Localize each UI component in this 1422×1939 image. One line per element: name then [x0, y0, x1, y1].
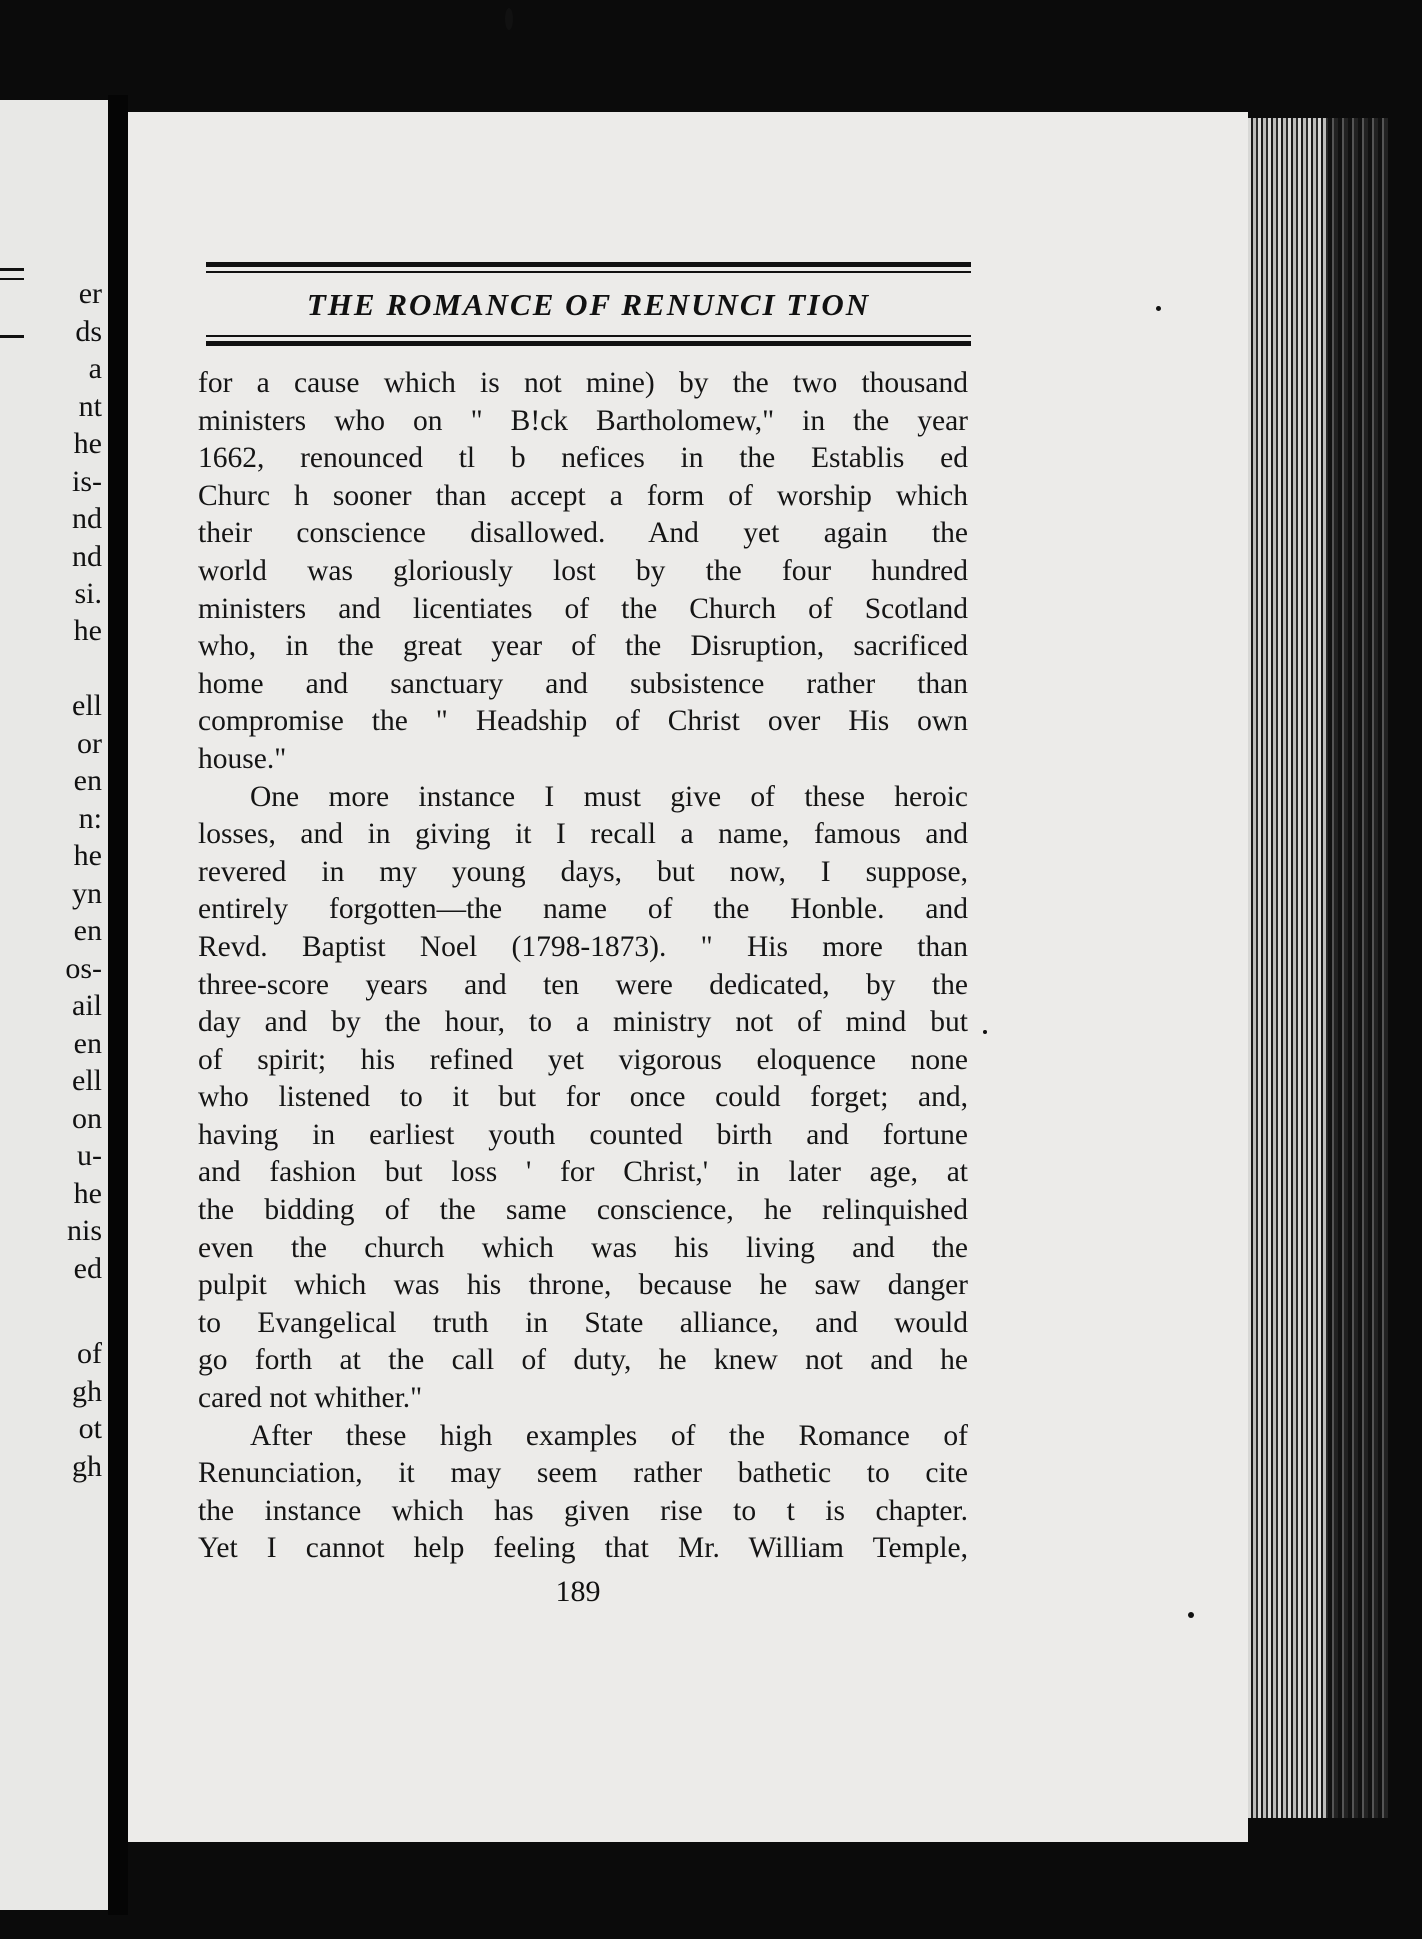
text-line: their conscience disallowed. And yet again the — [198, 517, 968, 550]
text-line: losses, and in giving it I recall a name, famous and — [198, 818, 968, 851]
left-page-fragment: ell — [72, 689, 102, 722]
text-line: the bidding of the same conscience, he relinquished — [198, 1194, 968, 1227]
text-line: pulpit which was his throne, because he saw danger — [198, 1269, 968, 1302]
text-line: home and sanctuary and subsistence rather than — [198, 667, 968, 700]
scan-speck — [505, 8, 513, 30]
left-page-fragment: ed — [73, 1252, 102, 1285]
text-line: who, in the great year of the Disruption, sacrificed — [198, 630, 968, 663]
text-line: three-score years and ten were dedicated, by the — [198, 968, 968, 1001]
text-line: to Evangelical truth in State alliance, and would — [198, 1306, 968, 1339]
left-page-fragment: ell — [72, 1064, 102, 1097]
text-line: Renunciation, it may seem rather bathetic to cite — [198, 1457, 968, 1490]
left-page-fragment: yn — [72, 877, 102, 910]
left-page-fragment: ot — [78, 1412, 102, 1445]
head-rule-bottom-thin — [206, 335, 971, 337]
body-text — [198, 365, 968, 1568]
left-page-fragment: en — [73, 914, 102, 947]
text-line: having in earliest youth counted birth and fortune — [198, 1118, 968, 1151]
left-page-fragment: he — [73, 839, 102, 872]
left-page-fragment: nd — [72, 540, 102, 573]
running-head-title: THE ROMANCE OF RENUNCI TION — [306, 287, 871, 322]
text-line: go forth at the call of duty, he knew not and he — [198, 1344, 968, 1377]
left-page-edge — [0, 100, 108, 1910]
left-page-fragment: gh — [72, 1375, 102, 1408]
left-page-fragment: nt — [78, 390, 102, 423]
scan-speck — [983, 1030, 987, 1034]
left-page-fragment: os- — [65, 952, 102, 985]
page-block-edge — [1248, 118, 1388, 1818]
left-page-fragment: on — [72, 1102, 102, 1135]
left-page-fragment: si. — [74, 577, 102, 610]
left-page-fragment: he — [73, 614, 102, 647]
left-page-fragment: a — [88, 352, 102, 385]
text-line: cared not whither." — [198, 1382, 423, 1415]
text-line: and fashion but loss ' for Christ,' in later age, at — [198, 1156, 968, 1189]
text-line: world was gloriously lost by the four hundred — [198, 554, 968, 587]
text-line: house." — [198, 742, 287, 775]
left-page-fragment: of — [77, 1337, 102, 1370]
left-page-fragment: er — [78, 277, 102, 310]
text-line: One more instance I must give of these heroic — [250, 780, 968, 813]
left-page-fragment: he — [73, 427, 102, 460]
text-line: ministers who on " B!ck Bartholomew," in the year — [198, 404, 968, 437]
text-line: who listened to it but for once could forget; and, — [198, 1081, 968, 1114]
left-page-fragment: ds — [75, 315, 102, 348]
left-page-fragment: u- — [77, 1139, 102, 1172]
text-line: entirely forgotten—the name of the Honble. and — [198, 893, 968, 926]
text-line: Revd. Baptist Noel (1798-1873). " His more than — [198, 930, 968, 963]
text-line: day and by the hour, to a ministry not of mind but — [198, 1006, 968, 1039]
text-line: of spirit; his refined yet vigorous eloquence none — [198, 1043, 968, 1076]
text-line: Churc h sooner than accept a form of worship which — [198, 479, 968, 512]
text-line: revered in my young days, but now, I suppose, — [198, 855, 968, 888]
text-line: Yet I cannot help feeling that Mr. William Temple, — [198, 1532, 968, 1565]
left-page-fragment: en — [73, 764, 102, 797]
text-line: compromise the " Headship of Christ over His own — [198, 705, 968, 738]
left-page-fragment: gh — [72, 1450, 102, 1483]
left-page-rule — [0, 278, 24, 280]
left-page-fragment: nd — [72, 502, 102, 535]
left-page-fragment: ail — [72, 989, 102, 1022]
text-line: the instance which has given rise to t is chapter. — [198, 1494, 968, 1527]
left-page-fragment: or — [77, 727, 102, 760]
head-rule-bottom — [206, 341, 971, 346]
head-rule-top-thin — [206, 271, 971, 273]
text-line: After these high examples of the Romance of — [250, 1419, 968, 1452]
head-rule-top — [206, 262, 971, 267]
left-page-fragment: he — [73, 1177, 102, 1210]
left-page-fragment: nis — [66, 1214, 102, 1247]
left-page-fragment: en — [73, 1027, 102, 1060]
scan-speck — [1188, 1612, 1194, 1618]
book-gutter — [108, 95, 128, 1915]
left-page-fragment: n: — [78, 802, 102, 835]
text-line: ministers and licentiates of the Church of Scotland — [198, 592, 968, 625]
text-line: even the church which was his living and the — [198, 1231, 968, 1264]
left-page-rule — [0, 335, 24, 338]
running-head — [206, 262, 971, 346]
left-page-rule — [0, 268, 24, 271]
left-page-fragment: is- — [72, 465, 102, 498]
scan-speck — [1156, 306, 1161, 311]
text-line: 1662, renounced tl b nefices in the Establis ed — [198, 442, 968, 475]
text-line: for a cause which is not mine) by the two thousand — [198, 367, 968, 399]
page-number: 189 — [555, 1575, 601, 1608]
book-page — [128, 112, 1248, 1842]
